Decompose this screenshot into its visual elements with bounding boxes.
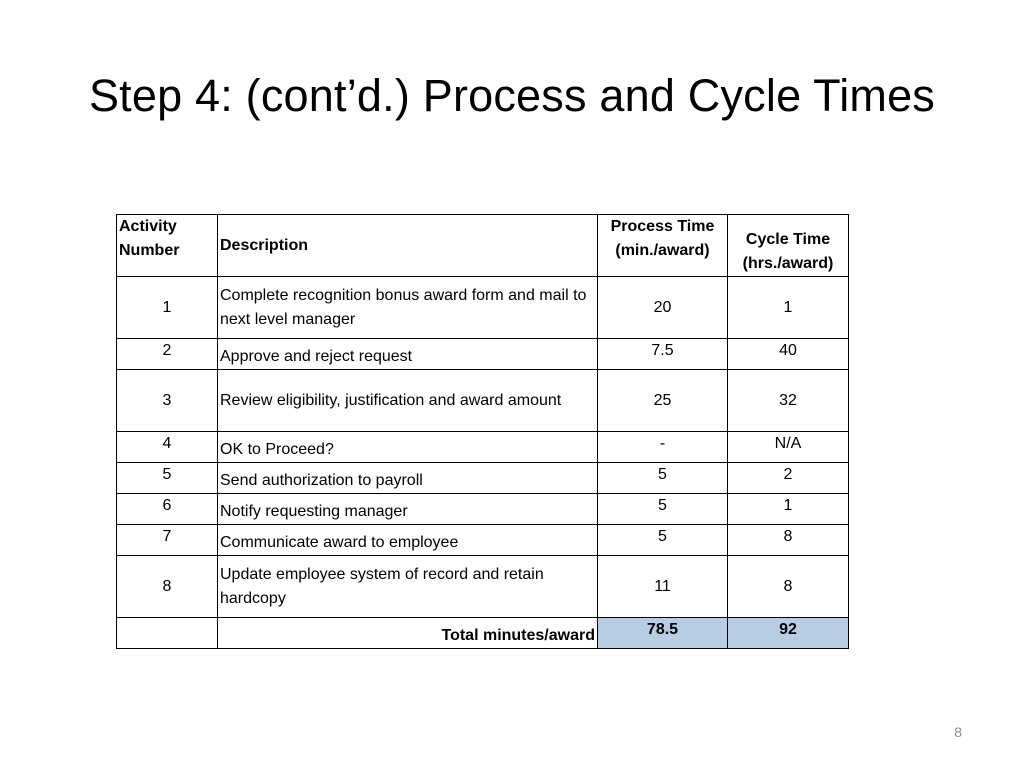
total-empty-cell bbox=[117, 618, 218, 649]
activity-number: 5 bbox=[117, 463, 218, 494]
table-row bbox=[117, 432, 849, 463]
process-time: 5 bbox=[598, 494, 728, 525]
table-row bbox=[117, 339, 849, 370]
table-row bbox=[117, 370, 849, 432]
process-time: 25 bbox=[598, 370, 728, 432]
process-time: 20 bbox=[598, 277, 728, 339]
process-time: 5 bbox=[598, 463, 728, 494]
activity-description: Communicate award to employee bbox=[218, 525, 598, 556]
table-total-row bbox=[117, 618, 849, 649]
activity-number: 2 bbox=[117, 339, 218, 370]
process-time: 7.5 bbox=[598, 339, 728, 370]
table-header-row bbox=[117, 215, 849, 277]
process-cycle-table bbox=[116, 214, 849, 649]
table-row bbox=[117, 277, 849, 339]
activity-description: Update employee system of record and retain hardcopy bbox=[218, 556, 598, 618]
activity-description: OK to Proceed? bbox=[218, 432, 598, 463]
activity-number: 3 bbox=[117, 370, 218, 432]
table-row bbox=[117, 556, 849, 618]
activity-number: 8 bbox=[117, 556, 218, 618]
total-label: Total minutes/award bbox=[218, 618, 598, 649]
activity-number: 7 bbox=[117, 525, 218, 556]
activity-description: Review eligibility, justification and award amount bbox=[218, 370, 598, 432]
cycle-time: 8 bbox=[728, 525, 849, 556]
cycle-time: 1 bbox=[728, 494, 849, 525]
table-row bbox=[117, 494, 849, 525]
total-cycle-time: 92 bbox=[728, 618, 849, 649]
header-description: Description bbox=[218, 215, 598, 277]
cycle-time: 32 bbox=[728, 370, 849, 432]
header-activity-number: Activity Number bbox=[117, 215, 218, 277]
cycle-time: N/A bbox=[728, 432, 849, 463]
activity-description: Approve and reject request bbox=[218, 339, 598, 370]
cycle-time: 2 bbox=[728, 463, 849, 494]
activity-number: 6 bbox=[117, 494, 218, 525]
header-cycle-time: Cycle Time (hrs./award) bbox=[728, 215, 849, 277]
cycle-time: 40 bbox=[728, 339, 849, 370]
process-time: 11 bbox=[598, 556, 728, 618]
process-time: - bbox=[598, 432, 728, 463]
page-number: 8 bbox=[954, 724, 962, 740]
process-time: 5 bbox=[598, 525, 728, 556]
slide-title: Step 4: (cont’d.) Process and Cycle Times bbox=[88, 70, 936, 121]
activity-description: Complete recognition bonus award form and mail to next level manager bbox=[218, 277, 598, 339]
activity-number: 4 bbox=[117, 432, 218, 463]
cycle-time: 8 bbox=[728, 556, 849, 618]
activity-description: Notify requesting manager bbox=[218, 494, 598, 525]
header-process-time: Process Time (min./award) bbox=[598, 215, 728, 277]
table-row bbox=[117, 463, 849, 494]
activity-description: Send authorization to payroll bbox=[218, 463, 598, 494]
activity-number: 1 bbox=[117, 277, 218, 339]
cycle-time: 1 bbox=[728, 277, 849, 339]
total-process-time: 78.5 bbox=[598, 618, 728, 649]
table-row bbox=[117, 525, 849, 556]
